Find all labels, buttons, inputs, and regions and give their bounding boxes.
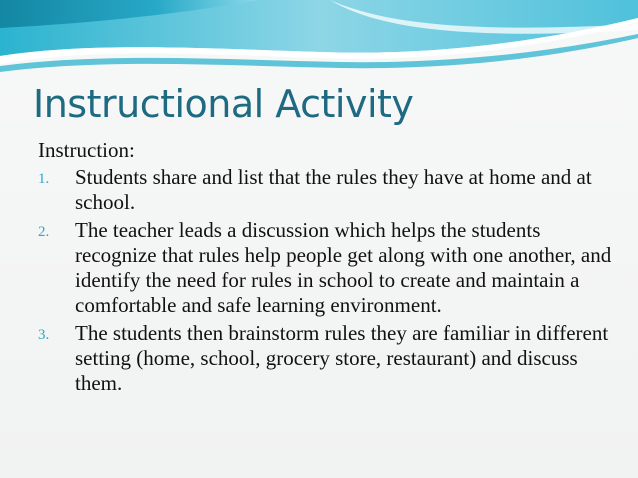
slide-body xyxy=(38,138,618,399)
instruction-list xyxy=(38,165,618,396)
list-item xyxy=(38,165,618,215)
list-number: 3. xyxy=(38,327,50,343)
list-number: 2. xyxy=(38,224,50,240)
list-item-text: The students then brainstorm rules they are familiar in different setting (home, school, grocery store, restaurant) and discuss them. xyxy=(75,321,609,395)
slide-title: Instructional Activity xyxy=(33,82,414,126)
list-item-text: Students share and list that the rules they have at home and at school. xyxy=(75,165,592,214)
instruction-label: Instruction: xyxy=(38,138,135,162)
list-number: 1. xyxy=(38,171,50,187)
header-wave-decoration xyxy=(0,0,638,80)
list-item xyxy=(38,321,618,396)
list-item xyxy=(38,218,618,318)
list-item-text: The teacher leads a discussion which helps the students recognize that rules help people get along with one another, and identify the need for rules in school to create and maintain a comfortable and safe learning environment. xyxy=(75,218,612,317)
